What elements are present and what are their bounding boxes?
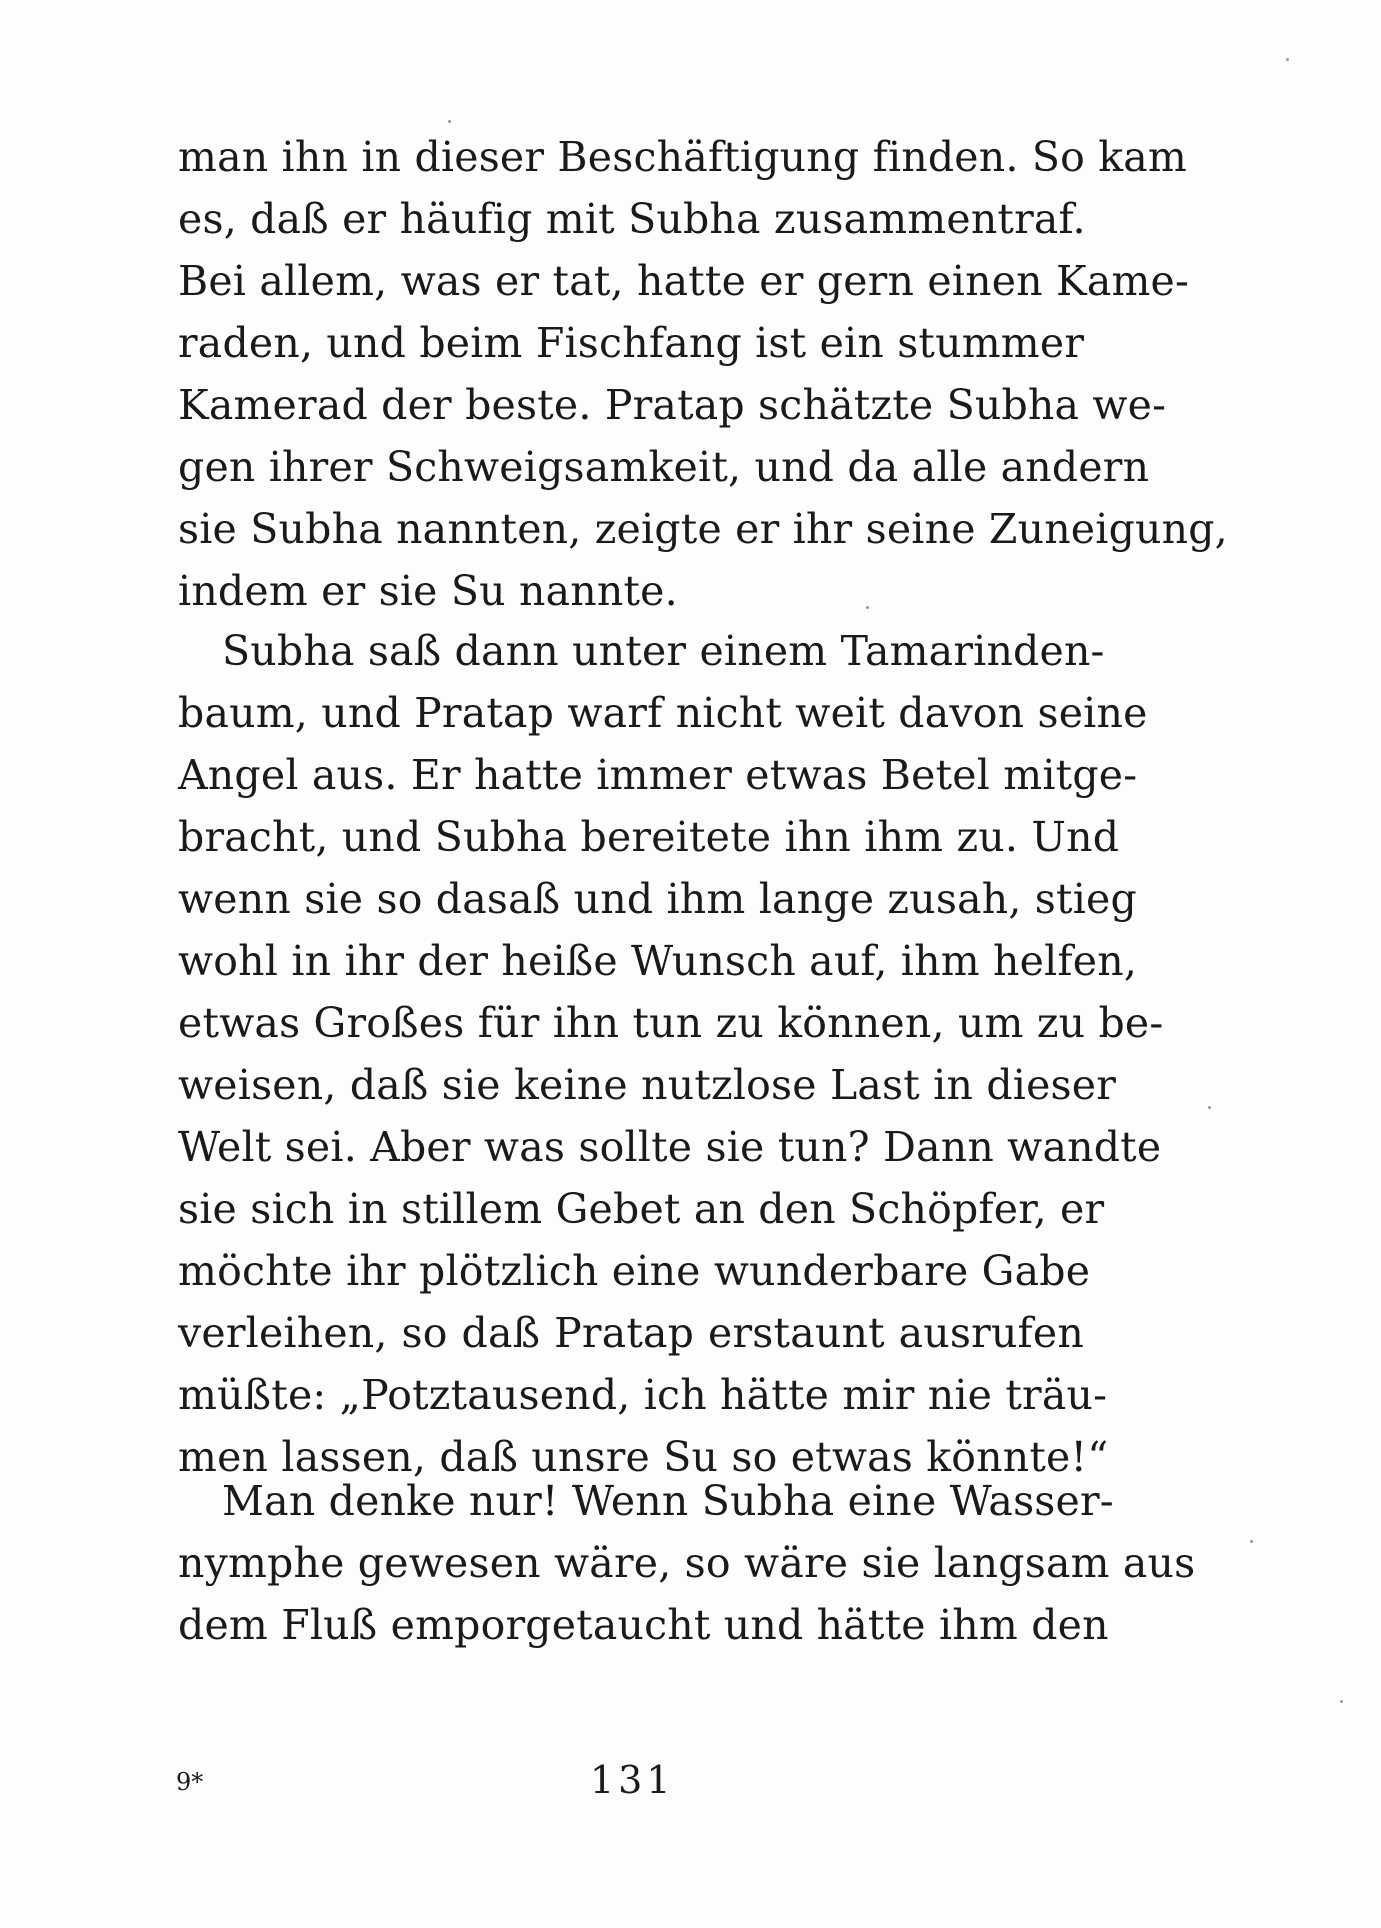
paragraph-3: [178, 1470, 1196, 1656]
paper-speck: [1208, 1106, 1211, 1109]
text-line: sie Subha nannten, zeigte er ihr seine Zuneigung,: [178, 505, 1228, 553]
paragraph-1: [178, 126, 1228, 622]
text-line: weisen, daß sie keine nutzlose Last in dieser: [178, 1061, 1117, 1109]
paper-speck: [1286, 58, 1289, 61]
paper-speck: [1340, 1700, 1343, 1703]
text-line: gen ihrer Schweigsamkeit, und da alle andern: [178, 443, 1150, 491]
text-line: Welt sei. Aber was sollte sie tun? Dann wandte: [178, 1123, 1162, 1171]
text-line: es, daß er häufig mit Subha zusammentraf.: [178, 195, 1086, 243]
text-line: möchte ihr plötzlich eine wunderbare Gabe: [178, 1247, 1091, 1295]
text-line: sie sich in stillem Gebet an den Schöpfer, er: [178, 1185, 1105, 1233]
text-line: dem Fluß emporgetaucht und hätte ihm den: [178, 1601, 1109, 1649]
text-line: wohl in ihr der heiße Wunsch auf, ihm helfen,: [178, 937, 1138, 985]
text-line: etwas Großes für ihn tun zu können, um zu be-: [178, 999, 1164, 1047]
text-line: indem er sie Su nannte.: [178, 567, 678, 615]
signature-mark: 9*: [176, 1768, 204, 1796]
paper-speck: [1250, 1540, 1253, 1543]
page-number: 131: [590, 1758, 675, 1802]
text-line: Man denke nur! Wenn Subha eine Wasser-: [222, 1477, 1114, 1525]
text-line: Angel aus. Er hatte immer etwas Betel mitge-: [178, 751, 1138, 799]
paragraph-2: [178, 620, 1164, 1488]
text-line: raden, und beim Fischfang ist ein stummer: [178, 319, 1085, 367]
text-line: müßte: „Potztausend, ich hätte mir nie träu-: [178, 1371, 1108, 1419]
paper-speck: [866, 606, 869, 609]
text-line: Bei allem, was er tat, hatte er gern einen Kame-: [178, 257, 1190, 305]
text-line: bracht, und Subha bereitete ihn ihm zu. Und: [178, 813, 1120, 861]
text-line: baum, und Pratap warf nicht weit davon seine: [178, 689, 1148, 737]
text-line: verleihen, so daß Pratap erstaunt ausrufen: [178, 1309, 1084, 1357]
text-line: wenn sie so dasaß und ihm lange zusah, stieg: [178, 875, 1137, 923]
paper-speck: [448, 120, 451, 123]
text-line: man ihn in dieser Beschäftigung finden. So kam: [178, 133, 1188, 181]
text-line: Subha saß dann unter einem Tamarinden-: [222, 627, 1105, 675]
text-line: Kamerad der beste. Pratap schätzte Subha we-: [178, 381, 1167, 429]
text-line: men lassen, daß unsre Su so etwas könnte!“: [178, 1433, 1109, 1481]
text-line: nymphe gewesen wäre, so wäre sie langsam aus: [178, 1539, 1196, 1587]
